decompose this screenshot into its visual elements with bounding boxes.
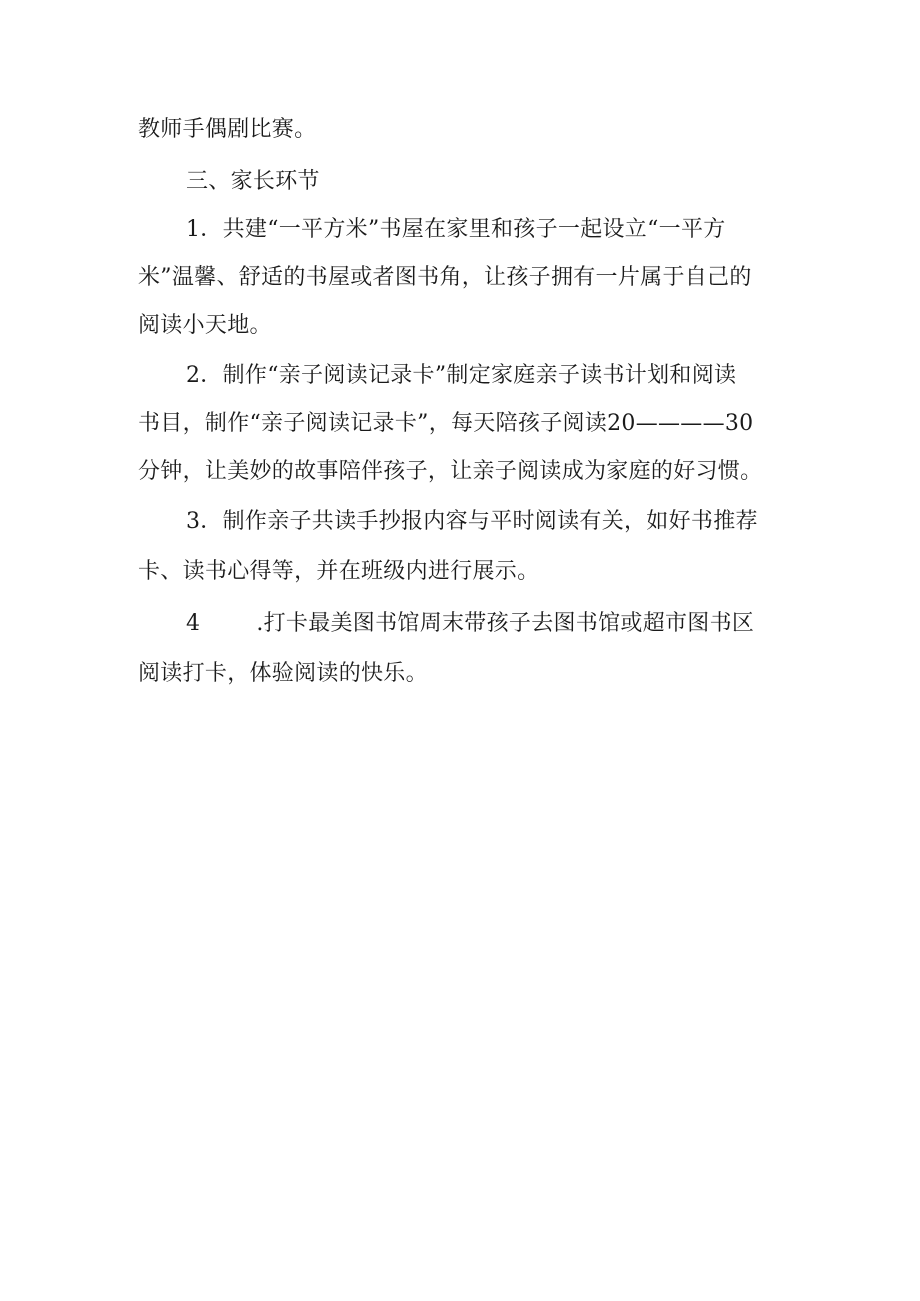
item-4-line-2: 阅读打卡，体验阅读的快乐。 bbox=[138, 661, 428, 686]
item-2-line-3: 分钟，让美妙的故事陪伴孩子，让亲子阅读成为家庭的好习惯。 bbox=[138, 459, 763, 484]
item-3-line-1: 3．制作亲子共读手抄报内容与平时阅读有关，如好书推荐 bbox=[186, 509, 758, 534]
paragraph-line: 教师手偶剧比赛。 bbox=[138, 117, 317, 142]
item-4-text: .打卡最美图书馆周末带孩子去图书馆或超市图书区 bbox=[256, 611, 755, 636]
item-2-line-2: 书目，制作“亲子阅读记录卡”，每天陪孩子阅读20————30 bbox=[138, 411, 754, 436]
item-1-line-2: 米”温馨、舒适的书屋或者图书角，让孩子拥有一片属于自己的 bbox=[138, 265, 752, 290]
item-1-line-3: 阅读小天地。 bbox=[138, 313, 272, 338]
item-3-line-2: 卡、读书心得等，并在班级内进行展示。 bbox=[138, 559, 540, 584]
section-heading: 三、家长环节 bbox=[186, 169, 320, 194]
item-2-line-1: 2．制作“亲子阅读记录卡”制定家庭亲子读书计划和阅读 bbox=[186, 363, 737, 388]
item-4-number: 4 bbox=[186, 611, 201, 636]
item-4-line-1 bbox=[186, 610, 754, 638]
item-1-line-1: 1．共建“一平方米”书屋在家里和孩子一起设立“一平方 bbox=[186, 217, 726, 242]
